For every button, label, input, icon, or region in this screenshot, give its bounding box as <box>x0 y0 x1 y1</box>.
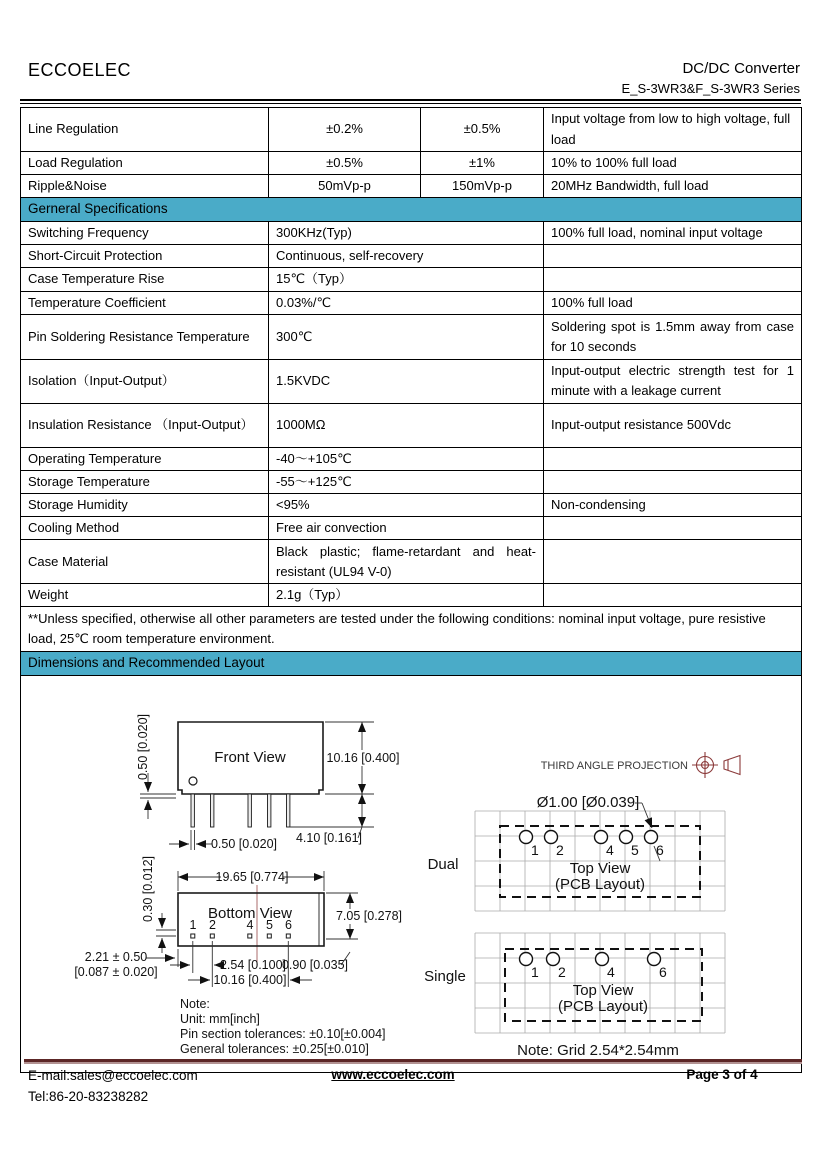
param-name: Ripple&Noise <box>21 175 269 198</box>
param-note <box>544 540 802 584</box>
company-logo-text: ECCOELEC <box>28 60 132 80</box>
drawing-notes <box>180 997 386 1056</box>
pin-number: 1 <box>531 964 539 981</box>
param-typ: 50mVp-p <box>269 175 421 198</box>
param-note <box>544 245 802 268</box>
footer-tel-text: Tel:86-20-83238282 <box>28 1088 149 1104</box>
param-value: Free air convection <box>269 517 544 540</box>
bottom-pitch-dim: 2.54 [0.100] <box>219 958 287 973</box>
single-top-view-label: Top View <box>572 982 634 1000</box>
param-note: Input-output electric strength test for 1 minute with a leakage current <box>544 359 802 403</box>
pin-number: 4 <box>246 918 254 933</box>
param-value: <95% <box>269 494 544 517</box>
table-row <box>21 447 802 470</box>
section-header-general <box>21 198 802 222</box>
table-row <box>21 584 802 607</box>
bottom-edge-dim-mm: 2.21 ± 0.50 <box>84 950 148 965</box>
param-max: ±0.5% <box>421 108 544 152</box>
footer-website-link[interactable]: www.eccoelec.com <box>331 1067 455 1082</box>
param-name: Pin Soldering Resistance Temperature <box>21 314 269 359</box>
param-name: Switching Frequency <box>21 222 269 245</box>
dual-pcb-layout-label: (PCB Layout) <box>554 876 646 894</box>
hole-diameter-dim: Ø1.00 [Ø0.039] <box>536 794 640 812</box>
table-row <box>21 175 802 198</box>
table-row <box>21 108 802 152</box>
table-row <box>21 291 802 314</box>
test-conditions-note: **Unless specified, otherwise all other parameters are tested under the following conditions: nominal input voltage, pure resistive load, 25℃ room temperature environment. <box>21 607 802 652</box>
table-row <box>21 268 802 291</box>
param-note: 10% to 100% full load <box>544 152 802 175</box>
front-height-dim: 10.16 [0.400] <box>326 751 400 766</box>
pin-number: 2 <box>558 964 566 981</box>
param-note: Input voltage from low to high voltage, full load <box>544 108 802 152</box>
footer-divider <box>24 1059 802 1064</box>
param-name: Temperature Coefficient <box>21 291 269 314</box>
header-divider <box>20 99 801 104</box>
pin-number: 4 <box>607 964 615 981</box>
param-name: Insulation Resistance （Input-Output） <box>21 403 269 447</box>
single-holes <box>520 953 661 966</box>
param-value: 1000MΩ <box>269 403 544 447</box>
pin-number: 6 <box>656 842 664 859</box>
table-row <box>21 470 802 493</box>
pin-number: 1 <box>531 842 539 859</box>
pin-number: 5 <box>631 842 639 859</box>
param-max: ±1% <box>421 152 544 175</box>
param-value: 1.5KVDC <box>269 359 544 403</box>
bottom-pin-w-dim: 0.90 [0.035] <box>281 958 349 973</box>
bottom-depth-dim: 7.05 [0.278] <box>335 909 403 924</box>
param-note: 20MHz Bandwidth, full load <box>544 175 802 198</box>
footer-email-text: E-mail:sales@eccoelec.com <box>28 1068 198 1083</box>
grid-note: Note: Grid 2.54*2.54mm <box>517 1042 679 1060</box>
param-note: Soldering spot is 1.5mm away from case for 10 seconds <box>544 314 802 359</box>
table-row <box>21 403 802 447</box>
third-angle-projection-icon <box>692 752 740 778</box>
param-value: Black plastic; flame-retardant and heat-resistant (UL94 V-0) <box>269 540 544 584</box>
param-name: Short-Circuit Protection <box>21 245 269 268</box>
front-pin-width-dim: 0.50 [0.020] <box>210 837 278 852</box>
third-angle-projection-label: THIRD ANGLE PROJECTION <box>540 760 688 773</box>
table-row <box>21 517 802 540</box>
param-value: 300℃ <box>269 314 544 359</box>
table-row <box>21 494 802 517</box>
param-note <box>544 470 802 493</box>
dual-top-view-label: Top View <box>569 860 631 878</box>
param-name: Weight <box>21 584 269 607</box>
front-view-label: Front View <box>214 749 286 767</box>
param-note: Non-condensing <box>544 494 802 517</box>
param-name: Storage Temperature <box>21 470 269 493</box>
param-note: 100% full load, nominal input voltage <box>544 222 802 245</box>
bottom-pin-thick-dim: 0.30 [0.012] <box>141 856 155 923</box>
table-row <box>21 222 802 245</box>
param-typ: ±0.5% <box>269 152 421 175</box>
bottom-width-dim: 19.65 [0.774] <box>215 870 289 885</box>
param-name: Operating Temperature <box>21 447 269 470</box>
param-value: -55～+125℃ <box>269 470 544 493</box>
param-name: Storage Humidity <box>21 494 269 517</box>
front-standoff-dim: 0.50 [0.020] <box>136 714 150 781</box>
bottom-view-label: Bottom View <box>208 905 292 923</box>
note-line: Note: <box>180 997 210 1012</box>
note-line: Pin section tolerances: ±0.10[±0.004] <box>180 1027 386 1042</box>
footer-contact <box>28 1066 198 1108</box>
pin-number: 6 <box>285 918 292 933</box>
front-pin-length-dim: 4.10 [0.161] <box>295 831 363 846</box>
param-value: 2.1g（Typ） <box>269 584 544 607</box>
table-row <box>21 152 802 175</box>
single-pcb-layout-label: (PCB Layout) <box>557 998 649 1016</box>
table-row <box>21 314 802 359</box>
pin-number: 1 <box>189 918 197 933</box>
product-title: DC/DC Converter <box>682 60 800 77</box>
bottom-span-dim: 10.16 [0.400] <box>213 973 287 988</box>
dimensions-drawing <box>28 677 802 1071</box>
single-label: Single <box>424 968 466 986</box>
dual-label: Dual <box>427 856 459 874</box>
param-name: Load Regulation <box>21 152 269 175</box>
note-line: Unit: mm[inch] <box>180 1012 260 1027</box>
dimensions-drawing-cell <box>21 676 802 1073</box>
table-row <box>21 359 802 403</box>
param-value: Continuous, self-recovery <box>269 245 544 268</box>
bottom-edge-dim-in: [0.087 ± 0.020] <box>74 965 158 980</box>
param-name: Case Material <box>21 540 269 584</box>
param-note <box>544 268 802 291</box>
param-value: 300KHz(Typ) <box>269 222 544 245</box>
table-row <box>21 245 802 268</box>
param-value: 15℃（Typ） <box>269 268 544 291</box>
param-name: Isolation（Input-Output） <box>21 359 269 403</box>
dimensions-drawing-row <box>21 676 802 1073</box>
note-line: General tolerances: ±0.25[±0.010] <box>180 1042 369 1057</box>
param-note: 100% full load <box>544 291 802 314</box>
section-title: Dimensions and Recommended Layout <box>21 652 802 676</box>
param-name: Case Temperature Rise <box>21 268 269 291</box>
table-row <box>21 540 802 584</box>
param-max: 150mVp-p <box>421 175 544 198</box>
pin-number: 4 <box>606 842 614 859</box>
single-pin-numbers <box>531 964 667 980</box>
param-note: Input-output resistance 500Vdc <box>544 403 802 447</box>
dual-pin-numbers <box>531 842 664 858</box>
front-view-drawing <box>178 722 323 827</box>
series-title: E_S-3WR3&F_S-3WR3 Series <box>621 81 800 96</box>
pin-number: 2 <box>556 842 564 859</box>
section-header-dimensions <box>21 652 802 676</box>
param-note <box>544 517 802 540</box>
param-value: 0.03%/℃ <box>269 291 544 314</box>
param-note <box>544 584 802 607</box>
spec-table <box>20 107 802 1073</box>
header-right <box>622 60 800 96</box>
param-note <box>544 447 802 470</box>
pin-number: 6 <box>659 964 667 981</box>
param-name: Line Regulation <box>21 108 269 152</box>
footnote-row <box>21 607 802 652</box>
param-name: Cooling Method <box>21 517 269 540</box>
param-value: -40～+105℃ <box>269 447 544 470</box>
pin-number: 2 <box>209 918 216 933</box>
section-title: Gerneral Specifications <box>21 198 802 222</box>
page-number: Page 3 of 4 <box>686 1067 758 1082</box>
param-typ: ±0.2% <box>269 108 421 152</box>
pin-number: 5 <box>266 918 273 933</box>
